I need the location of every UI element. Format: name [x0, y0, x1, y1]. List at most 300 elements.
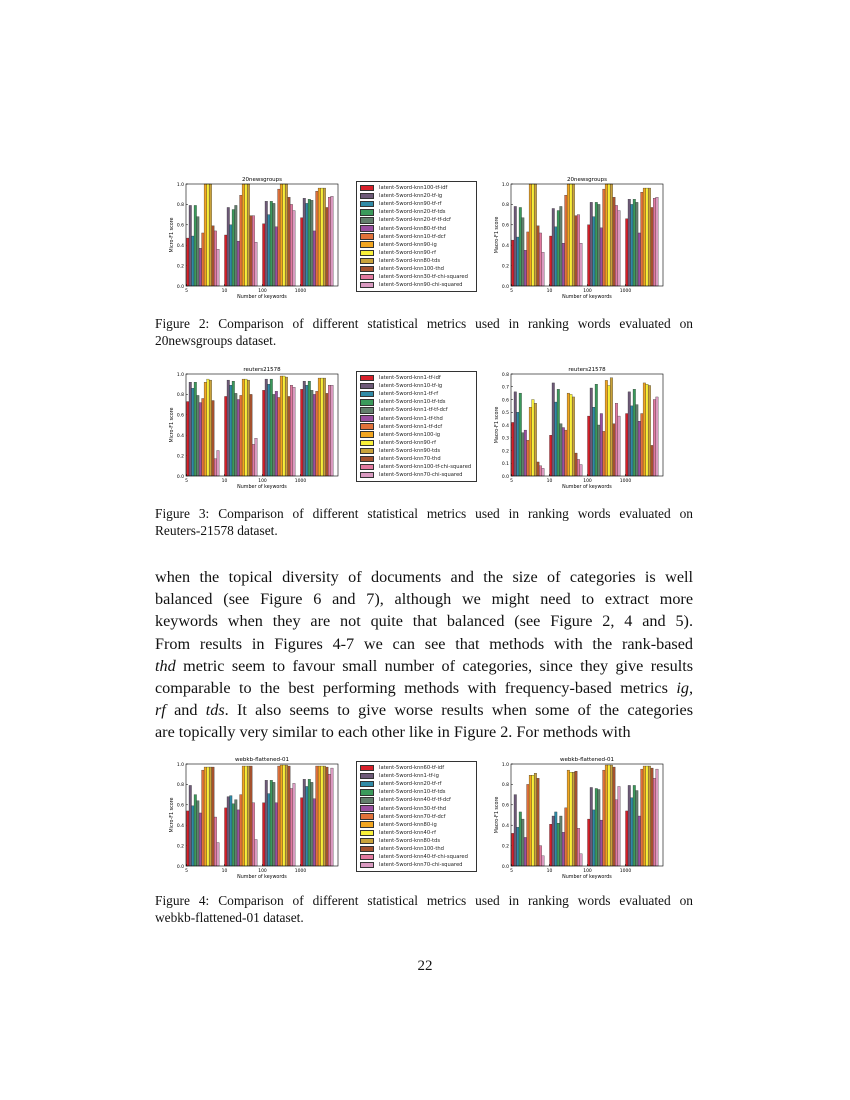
legend-swatch	[360, 773, 374, 780]
legend-item	[360, 837, 473, 845]
y-tick-label: 0.2	[501, 844, 509, 850]
bar	[575, 453, 578, 476]
bar	[567, 393, 570, 476]
y-tick-label: 0.8	[501, 203, 509, 209]
bar	[517, 827, 520, 866]
y-tick-label: 0.6	[176, 803, 184, 809]
bar	[648, 188, 651, 286]
legend-item	[360, 780, 473, 788]
bar	[565, 808, 568, 866]
bar	[313, 394, 316, 476]
y-tick-label: 0.0	[501, 864, 509, 870]
legend-item	[360, 772, 473, 780]
legend-item	[360, 241, 473, 249]
bar	[631, 798, 634, 866]
legend-swatch	[360, 399, 374, 406]
legend-item	[360, 764, 473, 772]
bar	[608, 765, 611, 866]
bar	[278, 766, 281, 866]
bar	[240, 395, 243, 476]
bar	[311, 390, 314, 476]
y-axis-label: Macro-F1 score	[495, 216, 500, 254]
bar	[605, 184, 608, 286]
y-tick-label: 0.2	[176, 454, 184, 460]
bar	[306, 786, 309, 866]
y-tick-label: 0.8	[501, 372, 509, 378]
bar	[610, 184, 613, 286]
body-line: From results in Figures 4-7 we can see that methods with the rank-based	[155, 634, 693, 653]
bar	[618, 416, 621, 476]
bar	[633, 785, 636, 866]
legend-swatch	[360, 225, 374, 232]
bar	[250, 216, 253, 286]
y-tick-label: 0.5	[501, 411, 509, 417]
bar	[270, 780, 273, 866]
bar	[542, 468, 545, 476]
y-tick-label: 0.0	[176, 284, 184, 290]
legend-item	[360, 382, 473, 390]
legend-label: latent-5word-knn30-tf-thd	[379, 805, 447, 812]
bar	[527, 784, 530, 866]
bar	[539, 466, 542, 476]
bar	[570, 772, 573, 866]
legend-item	[360, 463, 473, 471]
bar	[204, 767, 207, 866]
legend-label: latent-5word-knn1-tf-dcf	[379, 423, 443, 430]
caption-line: Reuters-21578 dataset.	[155, 523, 278, 538]
bar	[636, 202, 639, 286]
bar	[207, 767, 210, 866]
y-tick-label: 0.6	[501, 803, 509, 809]
bar	[328, 197, 331, 286]
y-tick-label: 0.7	[501, 385, 509, 391]
bar	[567, 184, 570, 286]
bar	[331, 385, 334, 476]
legend-item	[360, 431, 473, 439]
bar-chart-svg	[490, 752, 675, 884]
legend-swatch	[360, 765, 374, 772]
bar	[633, 199, 636, 286]
x-axis-label: Number of keywords	[237, 295, 287, 300]
y-tick-label: 0.8	[176, 783, 184, 789]
x-axis-label: Number of keywords	[237, 485, 287, 490]
italic-term: tds	[205, 701, 225, 720]
legend-label: latent-5word-knn1-tf-rf	[379, 391, 439, 398]
legend-item	[360, 374, 473, 382]
bar	[273, 782, 276, 866]
bar	[522, 819, 525, 866]
legend-swatch	[360, 448, 374, 455]
bar	[565, 195, 568, 286]
y-tick-label: 0.4	[176, 244, 184, 249]
chart-reuters-macro-f1	[490, 362, 675, 494]
legend-label: latent-5word-knn10-tf-tds	[379, 789, 446, 796]
bar	[537, 778, 540, 866]
legend-item	[360, 249, 473, 257]
bar	[598, 790, 601, 867]
figure-3-caption	[155, 505, 693, 539]
bar	[212, 767, 215, 866]
legend-swatch	[360, 838, 374, 845]
bar-chart-svg	[165, 172, 350, 304]
legend-swatch	[360, 456, 374, 463]
bar	[270, 379, 273, 476]
bar	[653, 778, 656, 866]
y-tick-label: 0.8	[501, 783, 509, 789]
bar	[615, 800, 618, 866]
bar	[197, 217, 200, 286]
bar	[227, 380, 230, 476]
bar	[252, 444, 255, 476]
bar	[636, 405, 639, 476]
x-tick-label: 5	[510, 289, 513, 294]
bar	[651, 207, 654, 286]
bar	[570, 184, 573, 286]
bar	[588, 225, 591, 286]
bar	[656, 397, 659, 476]
chart-title: webkb-flattened-01	[560, 757, 614, 763]
bar	[285, 377, 288, 476]
bar	[306, 385, 309, 476]
bar	[567, 770, 570, 866]
legend-swatch	[360, 217, 374, 224]
bar	[638, 816, 641, 866]
caption-line: webkb-flattened-01 dataset.	[155, 910, 304, 925]
bar	[285, 184, 288, 286]
bar	[618, 211, 621, 286]
legend-item	[360, 208, 473, 216]
legend-figure-3	[356, 371, 477, 482]
bar	[532, 400, 535, 477]
bar	[278, 189, 281, 286]
bar	[235, 205, 238, 286]
bar	[321, 378, 324, 476]
legend-item	[360, 390, 473, 398]
bar	[641, 414, 644, 476]
bar	[232, 381, 235, 476]
bar	[232, 804, 235, 866]
bar	[636, 791, 639, 866]
bar	[653, 198, 656, 286]
bar	[626, 811, 629, 866]
text-run: metric seem to favour small number of categories, since they give results	[175, 656, 693, 675]
legend-label: latent-5word-knn70-chi-squared	[379, 862, 463, 869]
legend-label: latent-5word-knn10-tf-dcf	[379, 233, 446, 240]
bar	[631, 406, 634, 476]
legend-swatch	[360, 854, 374, 861]
bar	[331, 768, 334, 866]
bar	[194, 205, 197, 286]
legend-swatch	[360, 201, 374, 208]
chart-title: webkb-flattened-01	[235, 757, 289, 763]
bar	[580, 854, 583, 866]
legend-label: latent-5word-knn90-ig	[379, 241, 437, 248]
x-tick-label: 10	[221, 289, 228, 294]
bar-chart-svg	[490, 172, 675, 304]
bar	[230, 225, 233, 286]
bar	[255, 242, 258, 286]
bar	[519, 393, 522, 476]
legend-swatch	[360, 797, 374, 804]
legend-label: latent-5word-knn80-tf-thd	[379, 225, 447, 232]
bar	[227, 797, 230, 866]
y-tick-label: 0.6	[501, 223, 509, 229]
chart-webkb-macro-f1	[490, 752, 675, 884]
bar	[323, 378, 326, 476]
bar	[199, 403, 202, 476]
bar	[631, 204, 634, 286]
legend-label: latent-5word-knn70-chi-squared	[379, 472, 463, 479]
bar	[550, 435, 553, 476]
bar	[303, 198, 306, 286]
bar	[577, 215, 580, 286]
bar	[189, 382, 192, 476]
bar	[275, 227, 278, 286]
legend-item	[360, 281, 473, 289]
x-tick-label: 1000	[294, 479, 307, 484]
legend-label: latent-5word-knn40-tf-chi-squared	[379, 854, 468, 861]
y-axis-label: Macro-F1 score	[495, 796, 500, 834]
italic-term: ig,	[676, 679, 693, 698]
bar	[557, 823, 560, 866]
bar	[524, 837, 527, 866]
bar	[595, 384, 598, 476]
chart-reuters-micro-f1	[165, 362, 350, 494]
legend-item	[360, 192, 473, 200]
bar	[301, 798, 304, 866]
bar	[263, 803, 266, 866]
chart-20newsgroups-macro-f1	[490, 172, 675, 304]
legend-label: latent-5word-knn1-tf-idf	[379, 375, 441, 382]
x-tick-label: 5	[185, 869, 188, 874]
bar	[328, 774, 331, 866]
bar	[212, 226, 215, 286]
bar	[522, 218, 525, 286]
bar	[562, 428, 565, 476]
bar	[275, 803, 278, 866]
bar	[593, 217, 596, 286]
bar	[308, 199, 311, 286]
bar	[301, 389, 304, 476]
bar	[653, 400, 656, 477]
bar	[550, 236, 553, 286]
legend-swatch	[360, 472, 374, 479]
bar	[280, 765, 283, 866]
y-tick-label: 0.8	[176, 203, 184, 209]
bar	[633, 389, 636, 476]
chart-title: reuters21578	[568, 367, 606, 373]
bar	[555, 402, 558, 476]
y-tick-label: 0.0	[501, 284, 509, 290]
y-tick-label: 1.0	[176, 762, 184, 768]
legend-swatch	[360, 789, 374, 796]
bar	[290, 385, 293, 476]
legend-item	[360, 813, 473, 821]
bar	[306, 203, 309, 286]
text-run: comparable to the best performing methods with frequency-based metrics	[155, 679, 677, 698]
bar	[628, 785, 631, 866]
bar	[250, 394, 253, 476]
bar	[539, 846, 542, 866]
bar	[519, 812, 522, 866]
legend-label: latent-5word-knn20-tf-rf	[379, 781, 442, 788]
legend-label: latent-5word-knn70-tf-dcf	[379, 813, 446, 820]
bar	[187, 238, 190, 286]
bar	[331, 196, 334, 286]
legend-label: latent-5word-knn1-tf-thd	[379, 415, 443, 422]
bar	[534, 184, 537, 286]
chart-title: 20newsgroups	[566, 177, 608, 183]
bar	[603, 431, 606, 476]
legend-label: latent-5word-knn100-thd	[379, 265, 444, 272]
bar	[643, 188, 646, 286]
y-tick-label: 0.2	[501, 449, 509, 455]
legend-label: latent-5word-knn100-tf-idf	[379, 185, 448, 192]
bar	[202, 233, 205, 286]
legend-swatch	[360, 846, 374, 853]
bar	[290, 204, 293, 286]
legend-item	[360, 853, 473, 861]
y-tick-label: 0.2	[501, 264, 509, 270]
bar	[542, 856, 545, 866]
x-axis-label: Number of keywords	[562, 875, 612, 880]
bar	[562, 832, 565, 866]
page-number: 22	[417, 958, 433, 974]
bar	[187, 402, 190, 476]
bar	[643, 383, 646, 476]
bar	[643, 766, 646, 866]
bar	[534, 773, 537, 866]
bar	[529, 407, 532, 476]
y-axis-label: Micro-F1 score	[170, 407, 175, 443]
legend-swatch	[360, 781, 374, 788]
bar	[230, 385, 233, 476]
x-tick-label: 1000	[294, 869, 307, 874]
bar	[613, 197, 616, 286]
bar	[613, 424, 616, 476]
y-tick-label: 0.0	[501, 474, 509, 480]
legend-item	[360, 233, 473, 241]
bar	[570, 394, 573, 476]
bar	[552, 816, 555, 866]
bar	[560, 206, 563, 286]
bar	[552, 383, 555, 476]
body-line: are topically very similar to each other like in Figure 2. For methods with	[155, 723, 631, 742]
bar	[646, 384, 649, 476]
y-tick-label: 0.0	[176, 474, 184, 480]
bar	[572, 397, 575, 476]
legend-label: latent-5word-knn100-tf-chi-squared	[379, 464, 472, 471]
legend-swatch	[360, 193, 374, 200]
legend-item	[360, 406, 473, 414]
bar	[252, 803, 255, 866]
legend-item	[360, 423, 473, 431]
legend-item	[360, 796, 473, 804]
y-axis-label: Micro-F1 score	[170, 217, 175, 253]
y-tick-label: 0.3	[501, 436, 509, 442]
bar	[268, 215, 271, 286]
bar	[245, 766, 248, 866]
legend-item	[360, 414, 473, 422]
bar	[529, 184, 532, 286]
y-tick-label: 0.4	[501, 824, 509, 829]
bar-chart-svg	[490, 362, 675, 494]
bar	[598, 425, 601, 476]
bar	[512, 240, 515, 286]
bar	[313, 799, 316, 866]
body-line	[155, 655, 693, 677]
legend-item	[360, 455, 473, 463]
bar	[537, 226, 540, 286]
bar	[255, 839, 258, 866]
bar	[209, 380, 212, 476]
legend-swatch	[360, 258, 374, 265]
bar	[263, 224, 266, 286]
bar	[610, 765, 613, 866]
bar	[323, 188, 326, 286]
x-tick-label: 10	[546, 289, 553, 294]
caption-line: 20newsgroups dataset.	[155, 333, 277, 348]
bar	[273, 394, 276, 476]
legend-item	[360, 471, 473, 479]
bar	[235, 393, 238, 476]
bar	[247, 184, 250, 286]
legend-item	[360, 861, 473, 869]
x-tick-label: 5	[185, 289, 188, 294]
legend-swatch	[360, 383, 374, 390]
bar	[303, 779, 306, 866]
y-axis-label: Micro-F1 score	[170, 797, 175, 833]
bar	[534, 403, 537, 476]
bar	[524, 250, 527, 286]
y-tick-label: 0.4	[176, 434, 184, 439]
legend-swatch	[360, 185, 374, 192]
legend-label: latent-5word-knn30-tf-chi-squared	[379, 274, 468, 281]
bar	[288, 197, 291, 286]
bar	[610, 378, 613, 476]
bar	[326, 393, 329, 476]
x-tick-label: 1000	[619, 289, 632, 294]
x-tick-label: 10	[546, 479, 553, 484]
legend-label: latent-5word-knn80-ig	[379, 821, 437, 828]
x-tick-label: 10	[221, 869, 228, 874]
bar	[283, 765, 286, 866]
bar	[613, 767, 616, 866]
legend-swatch	[360, 813, 374, 820]
bar	[242, 766, 245, 866]
legend-item	[360, 398, 473, 406]
bar	[217, 451, 220, 477]
legend-swatch	[360, 233, 374, 240]
legend-swatch	[360, 209, 374, 216]
bar	[572, 772, 575, 866]
bar	[207, 184, 210, 286]
bar	[214, 231, 217, 286]
bar	[638, 421, 641, 476]
legend-swatch	[360, 464, 374, 471]
chart-title: 20newsgroups	[241, 177, 283, 183]
bar	[285, 765, 288, 866]
legend-swatch	[360, 241, 374, 248]
bar	[242, 379, 245, 476]
chart-title: reuters21578	[243, 367, 281, 373]
y-tick-label: 0.4	[176, 824, 184, 829]
text-run: and	[165, 701, 206, 720]
bar	[512, 422, 515, 476]
legend-item	[360, 200, 473, 208]
bar	[648, 766, 651, 866]
legend-item	[360, 439, 473, 447]
